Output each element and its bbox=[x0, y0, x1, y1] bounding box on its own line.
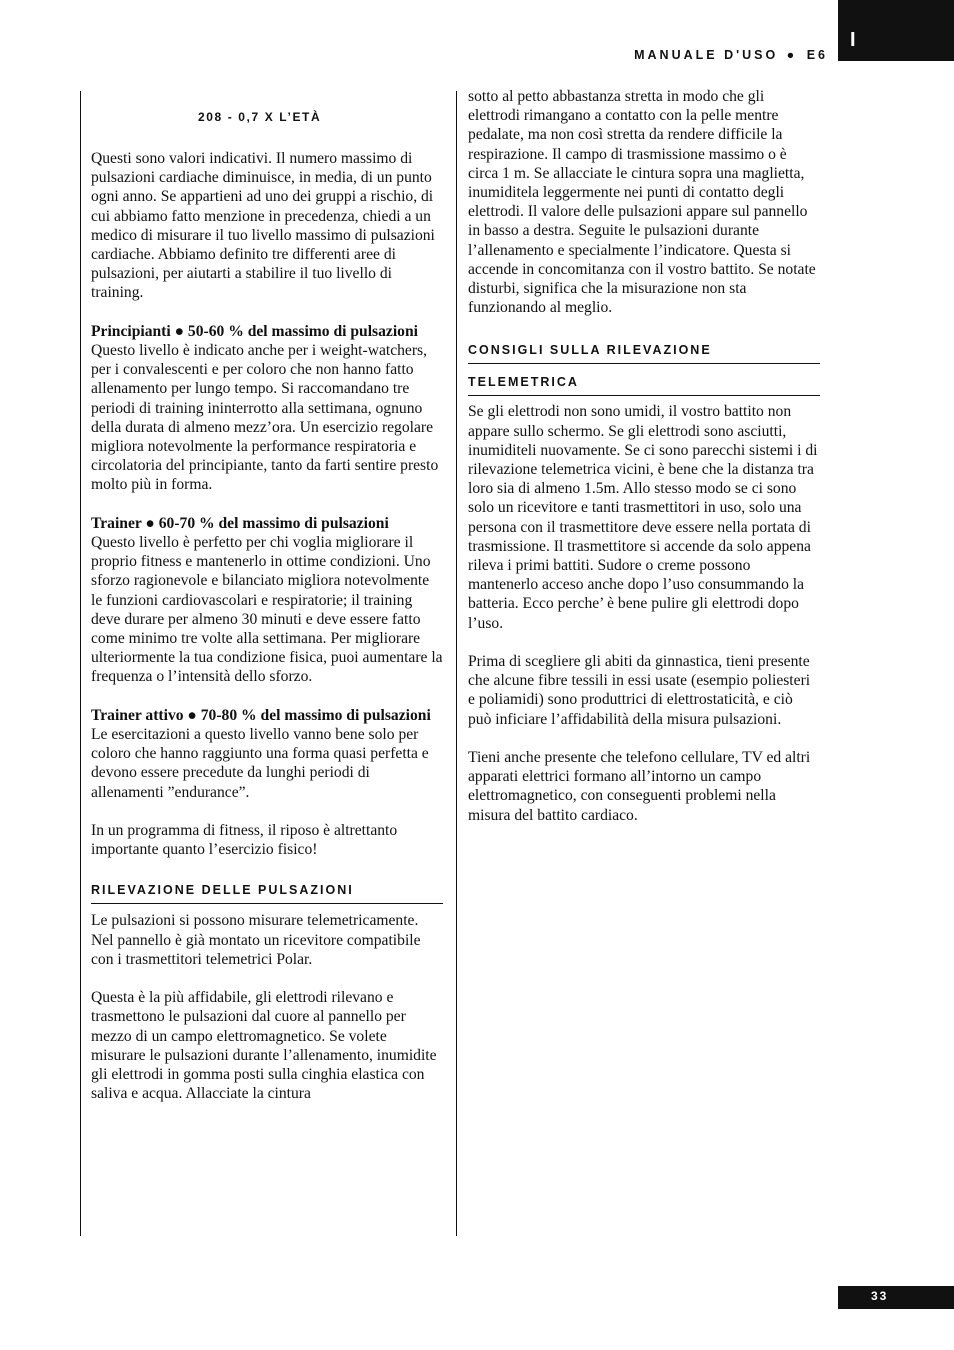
rest-text: In un programma di fitness, il riposo è altrettanto importante quanto l’esercizio fisico! bbox=[91, 822, 398, 859]
tips-heading-line2: TELEMETRICA bbox=[468, 375, 820, 396]
left-column-rule bbox=[80, 91, 81, 1236]
active-trainer-heading: Trainer attivo ● 70-80 % del massimo di pulsazioni bbox=[91, 706, 431, 724]
intro-paragraph: Questi sono valori indicativi. Il numero massimo di pulsazioni cardiache diminuisce, in media, di un punto ogni anno. Se appartieni ad uno dei gruppi a rischio, di cui abbiamo fatto menzione in precedenza, chiedi a un medico di misurare il tuo livello massimo di pulsazioni cardiache. Abbiamo definito tre differenti aree di pulsazioni, per aiutarti a stabilire il tuo livello di training. bbox=[91, 150, 435, 302]
trainer-text: Questo livello è perfetto per chi voglia migliorare il proprio fitness e mantenerlo in ottime condizioni. Uno sforzo ragionevole e bilanciato migliora notevolmente le funzioni cardiovascolari e respiratorie; il training deve durare per almeno 30 minuti e deve essere fatto come minimo tre volte alla settimana. Per migliorare ulteriormente la tua condizione fisica, puoi aumentare la frequenza o l’intensità dello sforzo. bbox=[91, 534, 443, 686]
section-letter: I bbox=[850, 29, 856, 51]
pulse-section-heading: RILEVAZIONE DELLE PULSAZIONI bbox=[91, 883, 443, 904]
right-column bbox=[468, 87, 820, 825]
tips-text-2: Prima di scegliere gli abiti da ginnastica, tieni presente che alcune fibre tessili in essi usate (esempio poliesteri e poliamidi) sono produttrici di elettrostaticità, e ciò può inficiare l’affidabilità della misura pulsazioni. bbox=[468, 653, 811, 728]
tips-text-1: Se gli elettrodi non sono umidi, il vostro battito non appare sullo schermo. Se gli elettrodi sono asciutti, inumiditeli nuovamente. Se ci sono parecchi sistemi i di rilevazione telemetrica vicini, è bene che la distanza tra loro sia di almeno 1.5m. Allo stesso modo se ci sono solo un ricevitore e tanti trasmettitori in uso, solo una persona con il trasmettitore deve essere nella portata di trasmissione. Il trasmettitore si accende da solo appena rileva i primi battiti. Sudore o creme possono mantenerlo acceso anche dopo l’uso consummando la batteria. Ecco perche’ è bene pulire gli elettrodi dopo l’uso. bbox=[468, 403, 818, 632]
tips-text-3: Tieni anche presente che telefono cellulare, TV ed altri apparati elettrici formano all’intorno un campo elettromagnetico, con conseguenti problemi nella misura del battito cardiaco. bbox=[468, 749, 811, 824]
beginners-heading: Principianti ● 50-60 % del massimo di pulsazioni bbox=[91, 322, 418, 340]
tips-heading-line1: CONSIGLI SULLA RILEVAZIONE bbox=[468, 343, 820, 364]
continuation-text: sotto al petto abbastanza stretta in modo che gli elettrodi rimangano a contatto con la pelle mentre pedalate, ma non così stretta da rendere difficile la respirazione. Il campo di trasmissione massimo o è circa 1 m. Se allacciate le cintura sopra una maglietta, inumiditela leggermente nei punti di contatto degli elettrodi. Il valore delle pulsazioni appare sul pannello in basso a destra. Seguite le pulsazioni durante l’allenamento e specialmente l’indicatore. Questa si accende in concomitanza con il vostro battito. Se notate disturbi, significa che la misurazione non sta funzionando al meglio. bbox=[468, 88, 816, 317]
left-column bbox=[91, 149, 443, 1103]
trainer-heading: Trainer ● 60-70 % del massimo di pulsazioni bbox=[91, 514, 389, 532]
manual-label: MANUALE D'USO bbox=[634, 48, 779, 62]
running-header bbox=[634, 48, 828, 62]
bullet-icon: ● bbox=[786, 48, 795, 62]
pulse-text-1: Le pulsazioni si possono misurare telemetricamente. Nel pannello è già montato un ricevitore compatibile con i trasmettitori telemetrici Polar. bbox=[91, 912, 421, 968]
model-label: E6 bbox=[806, 48, 828, 62]
active-trainer-text: Le esercitazioni a questo livello vanno bene solo per coloro che hanno raggiunto una forma quasi perfetta e devono essere precedute da lunghi periodi di allenamenti ”endurance”. bbox=[91, 726, 429, 801]
formula-heading: 208 - 0,7 X L’ETÀ bbox=[198, 110, 322, 124]
page-number: 33 bbox=[838, 1286, 954, 1309]
beginners-text: Questo livello è indicato anche per i weight-watchers, per i convalescenti e per coloro che non hanno fatto allenamento per lungo tempo. Si raccomandano tre periodi di training ininterrotto alla settimana, ognuno della durata di almeno mezz’ora. Un esercizio regolare migliora notevolmente la performance respiratoria e circolatoria del principiante, tanto da farti sentire presto molto più in forma. bbox=[91, 342, 439, 494]
pulse-text-2: Questa è la più affidabile, gli elettrodi rilevano e trasmettono le pulsazioni dal cuore al pannello per mezzo di un campo elettromagnetico. Se volete misurare le pulsazioni durante l’allenamento, inumidite gli elettrodi in gomma posti sulla cinghia elastica con saliva e acqua. Allacciate la cintura bbox=[91, 989, 437, 1103]
middle-column-rule bbox=[456, 91, 457, 1236]
section-tab bbox=[838, 0, 954, 61]
